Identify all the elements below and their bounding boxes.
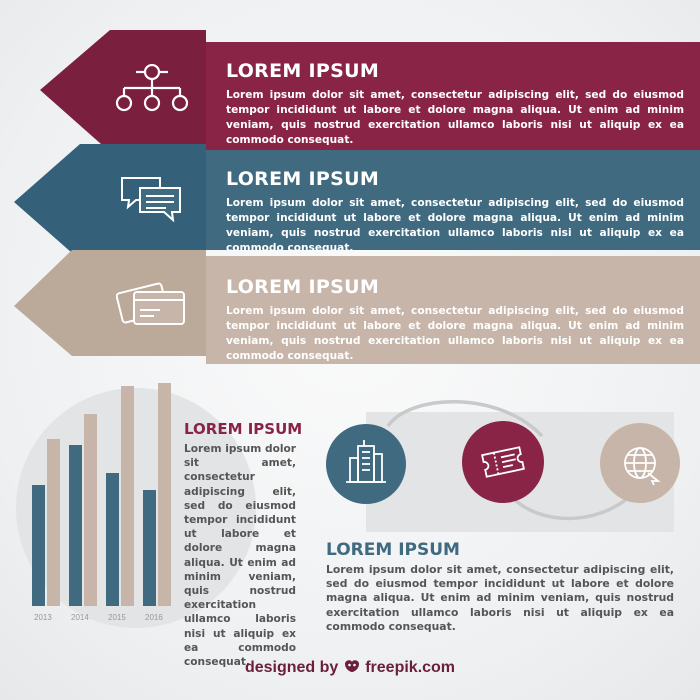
banner-3-title: LOREM IPSUM (226, 276, 380, 298)
bar-2015-light (121, 386, 134, 606)
banner-1-content (206, 42, 700, 152)
footer-prefix: designed by (244, 659, 339, 676)
bar-2013-light (47, 439, 60, 606)
banner-3-text: Lorem ipsum dolor sit amet, consectetur adipiscing elit, sed do eiusmod tempor incididunt ut labore et dolore magna aliqua. Ut enim ad minim veniam, quis nostrud exercitation ullamco laboris nisi ut aliquip ex ea commodo consequat. (226, 305, 684, 362)
bar-2015-dark (106, 473, 119, 606)
chat-bubbles-icon (118, 174, 184, 222)
banner-2-text: Lorem ipsum dolor sit amet, consectetur adipiscing elit, sed do eiusmod tempor incididunt ut labore et dolore magna aliqua. Ut enim ad minim veniam, quis nostrud exercitation ullamco laboris nisi ut aliquip ex ea commodo consequat. (226, 197, 684, 254)
chart-section-title: LOREM IPSUM (184, 420, 303, 438)
footer-credit (0, 658, 700, 677)
banner-1 (0, 30, 700, 152)
freepik-logo-icon (343, 658, 361, 674)
bar-2016-dark (143, 490, 156, 606)
x-tick-label: 2015 (108, 613, 126, 622)
bar-2013-dark (32, 485, 45, 606)
credit-cards-icon (116, 276, 188, 328)
process-step-3 (600, 423, 680, 503)
banner-3 (0, 246, 700, 366)
banner-2-title: LOREM IPSUM (226, 168, 380, 190)
process-title: LOREM IPSUM (326, 540, 460, 560)
globe-icon (600, 423, 680, 503)
process-step-2 (462, 421, 544, 503)
chart-section-text: Lorem ipsum dolor sit amet, consectetur adipiscing elit, sed do eiusmod tempor incididunt ut labore et dolore magna aliqua. Ut enim ad minim veniam, quis nostrud exercitation ullamco laboris nisi ut aliquip ex ea commodo consequat. (184, 443, 296, 669)
org-chart-icon (112, 64, 192, 112)
x-tick-label: 2013 (34, 613, 52, 622)
bar-2014-light (84, 414, 97, 606)
ticket-icon (462, 421, 544, 503)
x-tick-label: 2016 (145, 613, 163, 622)
banner-1-text: Lorem ipsum dolor sit amet, consectetur adipiscing elit, sed do eiusmod tempor incididunt ut labore et dolore magna aliqua. Ut enim ad minim veniam, quis nostrud exercitation ullamco laboris nisi ut aliquip ex ea commodo consequat. (226, 89, 684, 146)
bar-chart (28, 380, 178, 628)
bar-2014-dark (69, 445, 82, 606)
x-tick-label: 2014 (71, 613, 89, 622)
bar-2016-light (158, 383, 171, 606)
banner-2-content (206, 150, 700, 254)
process-step-1 (326, 424, 406, 504)
banner-3-content (206, 256, 700, 364)
banner-2 (0, 138, 700, 260)
building-icon (326, 424, 406, 504)
process-text: Lorem ipsum dolor sit amet, consectetur adipiscing elit, sed do eiusmod tempor incididunt ut labore et dolore magna aliqua. Ut enim ad minim veniam, quis nostrud exercitation ullamco laboris nisi ut aliquip ex ea commodo consequat. (326, 563, 674, 633)
footer-brand[interactable]: freepik.com (365, 659, 456, 676)
banner-1-title: LOREM IPSUM (226, 60, 380, 82)
